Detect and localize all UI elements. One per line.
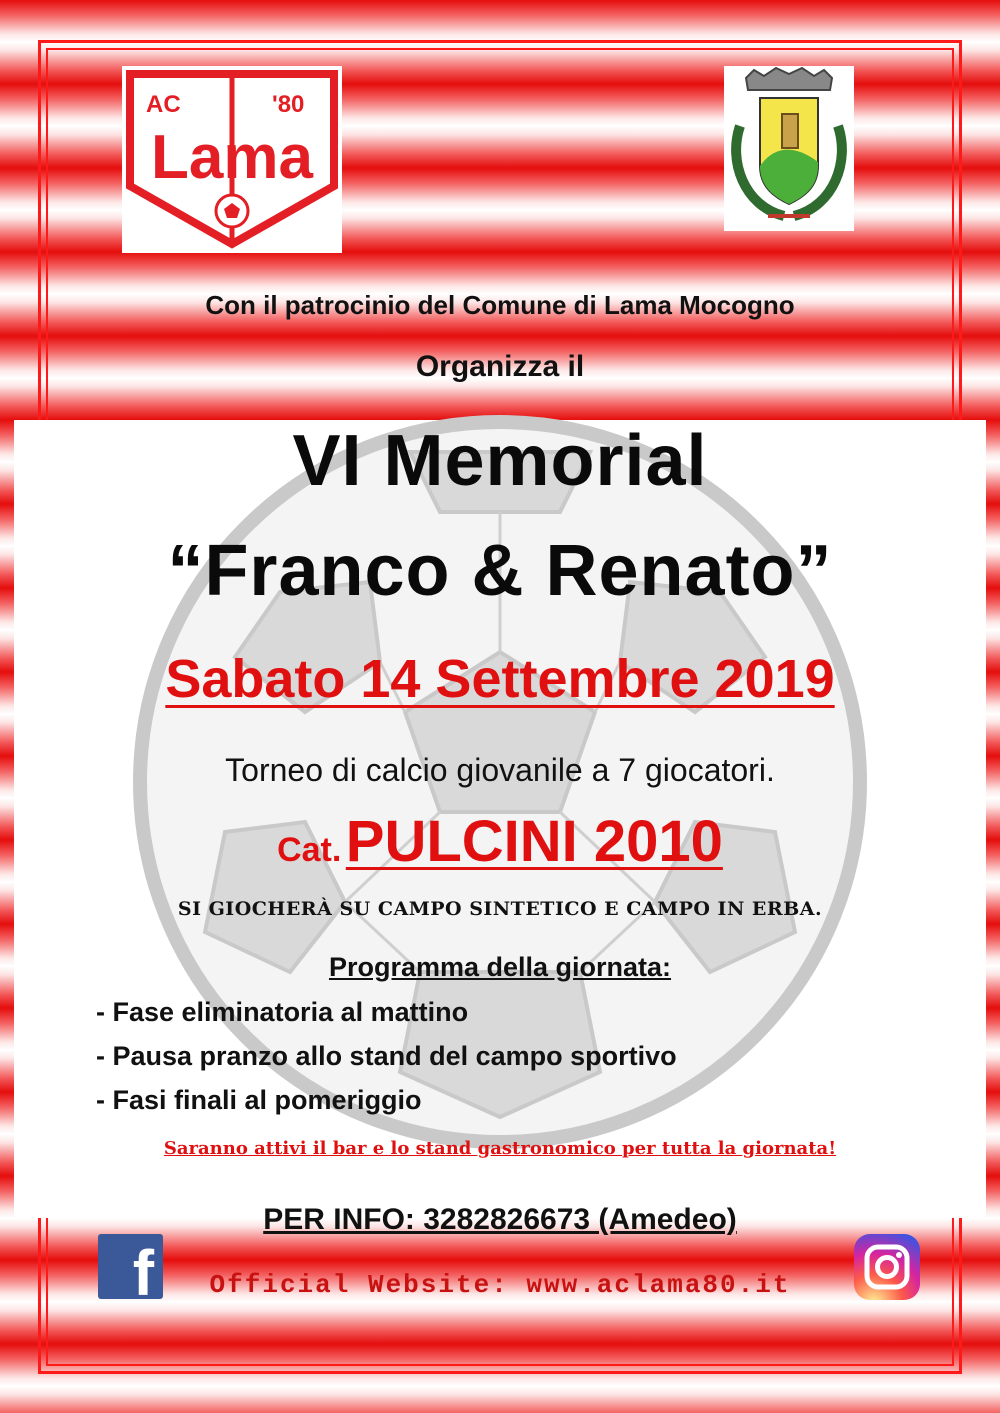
organizza-text: Organizza il xyxy=(415,350,585,383)
category-prefix: Cat. xyxy=(277,831,342,869)
patrocinio-text: Con il patrocinio del Comune di Lama Mocogno xyxy=(205,290,795,320)
category-line xyxy=(0,808,1000,875)
title-line-1: VI Memorial xyxy=(292,421,708,501)
instagram-icon[interactable] xyxy=(854,1234,920,1300)
category-name: PULCINI 2010 xyxy=(345,809,723,874)
program-item: - Fasi finali al pomeriggio xyxy=(96,1085,422,1115)
program-list xyxy=(96,993,677,1125)
logo-ac-text: AC xyxy=(146,91,181,118)
event-date xyxy=(0,648,1000,710)
program-item: - Pausa pranzo allo stand del campo sportivo xyxy=(96,1041,677,1071)
ac-lama-logo xyxy=(122,66,342,253)
logo-year-text: '80 xyxy=(272,91,305,118)
info-contact: PER INFO: 3282826673 (Amedeo) xyxy=(263,1203,737,1236)
program-item: - Fase eliminatoria al mattino xyxy=(96,997,469,1027)
event-date-text: Sabato 14 Settembre 2019 xyxy=(165,649,835,709)
program-heading-text: Programma della giornata: xyxy=(328,952,672,982)
facebook-icon[interactable]: f xyxy=(98,1234,163,1299)
program-heading xyxy=(0,952,1000,983)
tournament-description: Torneo di calcio giovanile a 7 giocatori. xyxy=(225,752,775,788)
logo-name-text: Lama xyxy=(151,123,313,192)
title-line-2: “Franco & Renato” xyxy=(167,531,833,611)
municipal-crest-icon xyxy=(724,66,854,231)
field-note: SI GIOCHERÀ SU CAMPO SINTETICO E CAMPO IN ERBA. xyxy=(177,898,823,920)
website-text[interactable]: Official Website: www.aclama80.it xyxy=(209,1270,791,1300)
bar-note: Saranno attivi il bar e lo stand gastronomico per tutta la giornata! xyxy=(163,1138,837,1159)
